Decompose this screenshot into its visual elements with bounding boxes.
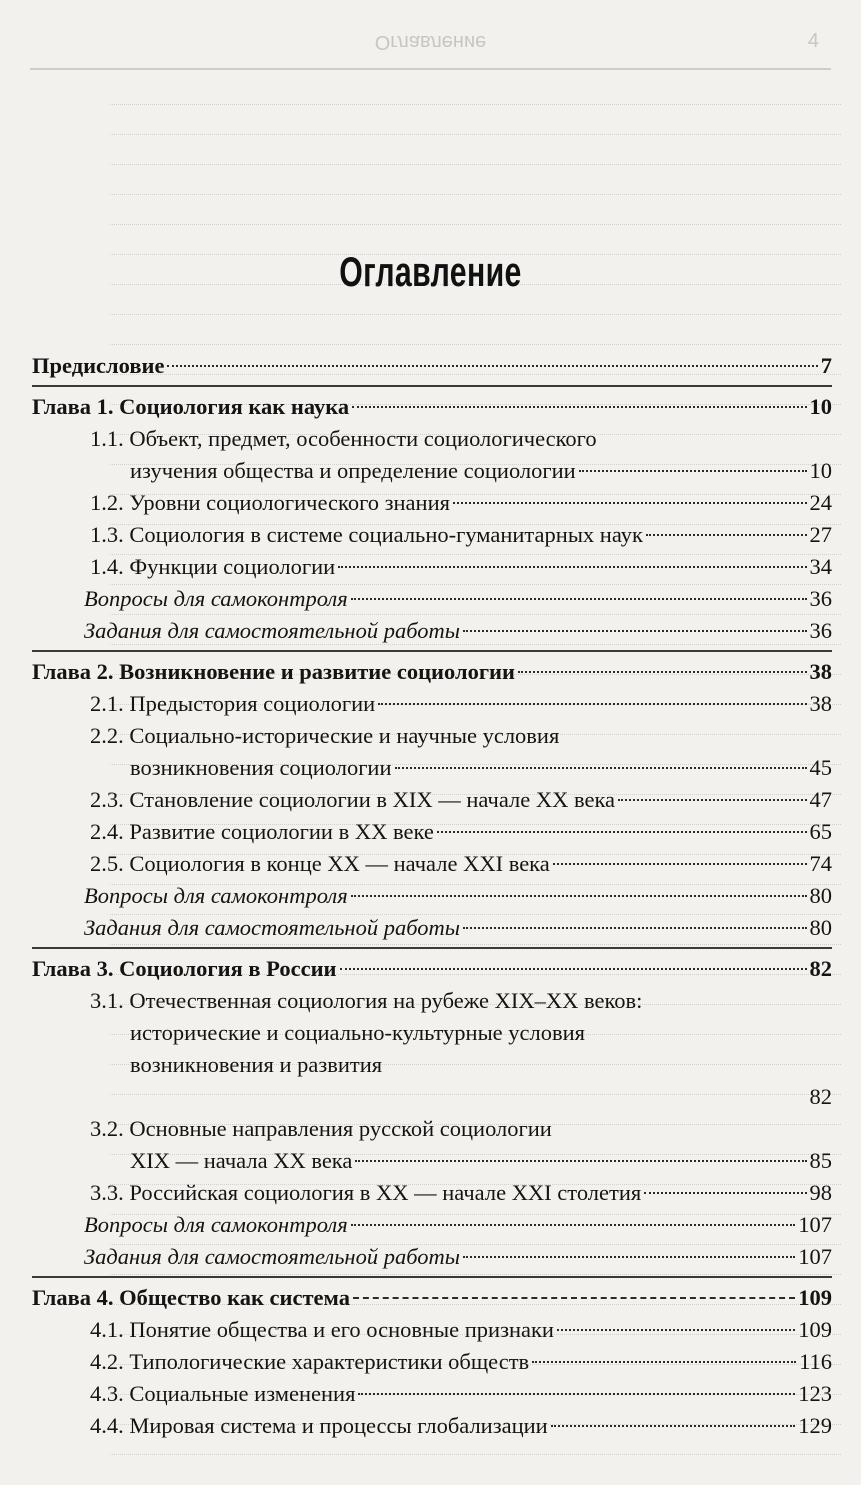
toc-entry-text: Глава 4. Общество как система	[32, 1285, 350, 1310]
show-through-line	[110, 86, 841, 105]
show-through-line	[110, 206, 841, 225]
dot-leader	[358, 1393, 795, 1395]
toc-page-number: 82	[809, 1084, 832, 1109]
toc-section-entry[interactable]	[90, 784, 832, 816]
dot-leader	[463, 630, 807, 632]
toc-page-number: 34	[809, 554, 832, 579]
show-through-line	[110, 296, 841, 315]
toc-page-number: 107	[798, 1244, 832, 1269]
dot-leader	[351, 895, 807, 897]
toc-page-number: 7	[820, 353, 832, 378]
toc-section-entry[interactable]	[90, 688, 832, 720]
toc-section-entry[interactable]	[90, 1177, 832, 1209]
toc-section-entry[interactable]	[90, 1378, 832, 1410]
toc-exercise-entry[interactable]	[84, 615, 832, 647]
toc-page-number: 10	[809, 394, 832, 419]
chapter-separator	[32, 385, 832, 387]
toc-entry-text: возникновения и развития	[130, 1052, 383, 1077]
header-page-number: 4	[807, 30, 819, 52]
dot-leader	[378, 703, 806, 705]
toc-entry-text: Глава 3. Социология в России	[32, 956, 337, 981]
toc-chapter-entry[interactable]	[32, 953, 832, 985]
toc-section-entry[interactable]	[90, 816, 832, 848]
dot-leader	[453, 502, 807, 504]
toc-exercise-entry[interactable]	[84, 912, 832, 944]
toc-page-number: 85	[809, 1148, 832, 1173]
toc-entry-text: Вопросы для самоконтроля	[84, 586, 348, 611]
dot-leader	[395, 767, 807, 769]
toc-section-entry[interactable]	[90, 1314, 832, 1346]
toc-entry-text: Задания для самостоятельной работы	[84, 1244, 460, 1269]
toc-page-number: 65	[809, 819, 832, 844]
dot-leader	[340, 968, 807, 970]
toc-page-number: 10	[809, 458, 832, 483]
toc-page-number: 38	[809, 659, 832, 684]
toc-page-number: 74	[809, 851, 832, 876]
toc-entry-text: 1.3. Социология в системе социально-гуманитарных наук	[90, 522, 643, 547]
toc-page-number: 38	[809, 691, 832, 716]
toc-entry-text: 4.3. Социальные изменения	[90, 1381, 356, 1406]
toc-page-number: 107	[798, 1212, 832, 1237]
dot-leader	[644, 1192, 806, 1194]
table-of-contents	[32, 350, 832, 1442]
toc-entry-text: 2.3. Становление социологии в XIX — начале XX века	[90, 787, 616, 812]
dot-leader	[351, 598, 807, 600]
running-header	[30, 22, 831, 70]
chapter-separator	[32, 1276, 832, 1278]
show-through-line	[110, 326, 841, 345]
toc-page-number: 98	[809, 1180, 832, 1205]
dot-leader	[532, 1361, 796, 1363]
toc-entry-text: исторические и социально-культурные условия	[130, 1020, 586, 1045]
toc-exercise-entry[interactable]	[84, 1241, 832, 1273]
toc-section-entry[interactable]	[90, 1346, 832, 1378]
dot-leader	[553, 863, 807, 865]
dot-leader	[646, 534, 807, 536]
toc-entry-text: Задания для самостоятельной работы	[84, 618, 460, 643]
dot-leader	[351, 1224, 796, 1226]
toc-entry-text: 3.2. Основные направления русской социологии	[90, 1116, 552, 1141]
dot-leader	[167, 365, 817, 367]
toc-section-entry[interactable]	[90, 423, 832, 487]
toc-page-number: 82	[809, 956, 832, 981]
toc-exercise-entry[interactable]	[84, 1209, 832, 1241]
chapter-separator	[32, 650, 832, 652]
toc-section-entry[interactable]	[90, 1113, 832, 1177]
toc-page-number: 24	[809, 490, 832, 515]
toc-entry-text: XIX — начала XX века	[130, 1148, 353, 1173]
toc-entry-text: Предисловие	[32, 353, 165, 378]
toc-entry-text: 1.1. Объект, предмет, особенности социологического	[90, 426, 597, 451]
dot-leader	[463, 1256, 795, 1258]
toc-page-number: 45	[809, 755, 832, 780]
toc-chapter-entry[interactable]	[32, 1282, 832, 1314]
toc-section-entry[interactable]	[90, 985, 832, 1113]
toc-entry-text: 4.4. Мировая система и процессы глобализации	[90, 1413, 548, 1438]
toc-entry-text: 1.2. Уровни социологического знания	[90, 490, 450, 515]
toc-exercise-entry[interactable]	[84, 583, 832, 615]
dot-leader	[437, 831, 807, 833]
toc-page-number: 123	[798, 1381, 832, 1406]
toc-entry-text: возникновения социологии	[130, 755, 392, 780]
toc-entry-text: Задания для самостоятельной работы	[84, 915, 460, 940]
toc-exercise-entry[interactable]	[84, 880, 832, 912]
toc-section-entry[interactable]	[90, 848, 832, 880]
toc-page-number: 80	[809, 883, 832, 908]
toc-section-entry[interactable]	[90, 519, 832, 551]
toc-section-entry[interactable]	[90, 720, 832, 784]
dot-leader	[557, 1329, 795, 1331]
toc-page-number: 80	[809, 915, 832, 940]
toc-entry-text: 1.4. Функции социологии	[90, 554, 336, 579]
toc-chapter-entry[interactable]	[32, 350, 832, 382]
dot-leader	[352, 406, 806, 408]
show-through-line	[110, 146, 841, 165]
toc-section-entry[interactable]	[90, 1410, 832, 1442]
show-through-line	[110, 176, 841, 195]
toc-page-number: 116	[799, 1349, 832, 1374]
toc-chapter-entry[interactable]	[32, 391, 832, 423]
dot-leader	[618, 799, 806, 801]
toc-page-number: 36	[809, 586, 832, 611]
page-title: Оглавление	[339, 248, 522, 295]
toc-page-number: 27	[809, 522, 832, 547]
toc-entry-text: 2.4. Развитие социологии в XX веке	[90, 819, 434, 844]
toc-page-number: 129	[798, 1413, 832, 1438]
chapter-separator	[32, 947, 832, 949]
show-through-line	[110, 116, 841, 135]
toc-entry-text: 4.2. Типологические характеристики обществ	[90, 1349, 530, 1374]
toc-entry-text: Вопросы для самоконтроля	[84, 1212, 348, 1237]
dot-leader	[579, 470, 807, 472]
toc-page-number: 47	[809, 787, 832, 812]
toc-page-number: 109	[798, 1285, 832, 1310]
toc-entry-text: Глава 2. Возникновение и развитие социологии	[32, 659, 515, 684]
dot-leader	[518, 671, 807, 673]
toc-entry-text: Вопросы для самоконтроля	[84, 883, 348, 908]
toc-entry-text: 2.5. Социология в конце XX — начале XXI века	[90, 851, 550, 876]
toc-chapter-entry[interactable]	[32, 656, 832, 688]
toc-section-entry[interactable]	[90, 487, 832, 519]
dot-leader	[355, 1160, 806, 1162]
toc-entry-text: 2.2. Социально-исторические и научные условия	[90, 723, 560, 748]
toc-page-number: 109	[798, 1317, 832, 1342]
dot-leader	[463, 927, 807, 929]
toc-entry-text: 4.1. Понятие общества и его основные признаки	[90, 1317, 554, 1342]
dot-leader	[353, 1297, 795, 1299]
toc-page-number: 36	[809, 618, 832, 643]
running-title: Оглавление	[374, 31, 487, 53]
toc-entry-text: 2.1. Предыстория социологии	[90, 691, 376, 716]
dot-leader	[338, 566, 806, 568]
toc-entry-text: 3.1. Отечественная социология на рубеже XIX–XX веков:	[90, 988, 643, 1013]
toc-entry-text: Глава 1. Социология как наука	[32, 394, 350, 419]
dot-leader	[551, 1425, 796, 1427]
toc-entry-text: изучения общества и определение социологии	[130, 458, 576, 483]
toc-entry-text: 3.3. Российская социология в XX — начале XXI столетия	[90, 1180, 642, 1205]
toc-section-entry[interactable]	[90, 551, 832, 583]
